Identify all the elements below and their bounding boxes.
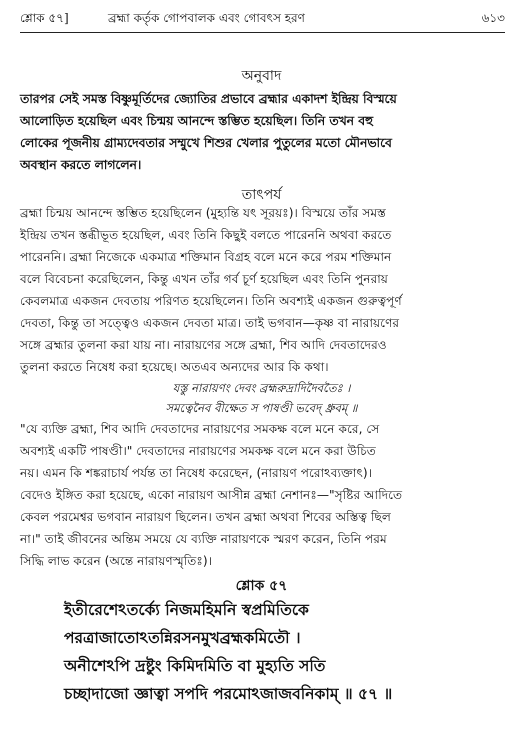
purport-line: বেদেও ইঙ্গিত করা হয়েছে, একো নারায়ণ আসীন্ন ব্রহ্মা নেশানঃ—"সৃষ্টির আদিতে bbox=[20, 488, 403, 502]
purport-paragraph-2 bbox=[20, 418, 505, 572]
purport-line: না।" তাই জীবনের অন্তিম সময়ে যে ব্যক্তি নারায়ণকে স্মরণ করেন, তিনি পরম bbox=[20, 532, 387, 546]
page-number: ৬১৩ bbox=[481, 11, 505, 25]
sanskrit-line: পরত্রাজাতোঽতন্নিরসনমুখব্রহ্মকমিতৌ । bbox=[64, 629, 301, 647]
sanskrit-line: ইতীরেশেঽতর্ক্যে নিজমহিমনি স্বপ্রমিতিকে bbox=[64, 601, 309, 619]
purport-line: "যে ব্যক্তি ব্রহ্মা, শিব আদি দেবতাদের নারায়ণের সমকক্ষ বলে মনে করে, সে bbox=[20, 422, 380, 436]
purport-paragraph-1 bbox=[20, 202, 505, 378]
translation-text bbox=[20, 88, 505, 176]
sanskrit-line: অনীশেঽপি দ্রষ্টুং কিমিদমিতি বা মুহ্যতি সতি bbox=[64, 657, 326, 675]
header-chapter-title: ব্রহ্মা কর্তৃক গোপবালক এবং গোবৎস হরণ bbox=[108, 11, 305, 25]
purport-heading: তাৎপর্য bbox=[241, 187, 282, 203]
translation-line: আলোড়িত হয়েছিল এবং চিন্ময় আনন্দে স্তম্ভিত হয়েছিল। তিনি তখন বহু bbox=[20, 114, 373, 128]
header-verse-ref: শ্লোক ৫৭] bbox=[20, 11, 69, 25]
verse-line: সমত্বেনৈব বীক্ষেত স পাষণ্ডী ভবেদ্ ধ্রুবম্ ॥ bbox=[165, 401, 358, 415]
purport-line: সিদ্ধি লাভ করেন (অন্তে নারায়ণস্মৃতিঃ)। bbox=[20, 554, 213, 568]
sanskrit-verse bbox=[64, 596, 503, 708]
purport-line: অবশ্যই একটি পাষণ্ডী।" দেবতাদের নারায়ণের সমকক্ষ বলে মনে করা উচিত bbox=[20, 444, 376, 458]
translation-line: তারপর সেই সমস্ত বিষ্ণুমূর্তিদের জ্যোতির প্রভাবে ব্রহ্মার একাদশ ইন্দ্রিয় বিস্ময়ে bbox=[20, 92, 397, 106]
translation-line: লোকের পূজনীয় গ্রাম্যদেবতার সম্মুখে শিশুর খেলার পুতুলের মতো মৌনভাবে bbox=[20, 136, 392, 150]
purport-line: সঙ্গে ব্রহ্মার তুলনা করা যায় না। নারায়ণের সঙ্গে ব্রহ্মা, শিব আদি দেবতাদেরও bbox=[20, 338, 387, 352]
translation-line: অবস্থান করতে লাগলেন। bbox=[20, 158, 142, 172]
purport-line: ইন্দ্রিয় তখন স্তব্ধীভূত হয়েছিল, এবং তিনি কিছুই বলতে পারেননি অথবা করতে bbox=[20, 228, 392, 242]
purport-line: দেবতা, কিন্তু তা সত্ত্বেও একজন দেবতা মাত্র। তাই ভগবান—কৃষ্ণ বা নারায়ণের bbox=[20, 316, 400, 330]
purport-line: পারেননি। ব্রহ্মা নিজেকে একমাত্র শক্তিমান বিগ্রহ বলে মনে করে পরম শক্তিমান bbox=[20, 250, 392, 264]
quoted-verse bbox=[0, 378, 523, 418]
sloka-heading: শ্লোক ৫৭ bbox=[235, 578, 288, 594]
running-header bbox=[20, 8, 505, 33]
verse-line: যস্তু নারায়ণং দেবং ব্রহ্মরুদ্রাদিদৈবতৈঃ । bbox=[172, 381, 351, 395]
translation-heading: অনুবাদ bbox=[241, 68, 282, 84]
purport-line: নয়। এমন কি শঙ্করাচার্য পর্যন্ত তা নিষেধ করেছেন, (নারায়ণ পরোঽব্যক্তাৎ)। bbox=[20, 466, 373, 480]
purport-line: বলে বিবেচনা করেছিলেন, কিন্তু এখন তাঁর গর্ব চূর্ণ হয়েছিল এবং তিনি পুনরায় bbox=[20, 272, 388, 286]
purport-line: ব্রহ্মা চিন্ময় আনন্দে স্তম্ভিত হয়েছিলেন (মুহ্যন্তি যৎ সূরয়ঃ)। বিস্ময়ে তাঁর সমস্ত bbox=[20, 206, 386, 220]
purport-line: কেবল পরমেশ্বর ভগবান নারায়ণ ছিলেন। তখন ব্রহ্মা অথবা শিবের অস্তিত্ব ছিল bbox=[20, 510, 391, 524]
sanskrit-line: চচ্ছাদাজো জ্ঞাত্বা সপদি পরমোঽজাজবনিকাম্ ॥ ৫৭ ॥ bbox=[64, 685, 393, 703]
purport-line: তুলনা করতে নিষেধ করা হয়েছে। অতএব অন্যদের আর কি কথা। bbox=[20, 360, 329, 374]
purport-line: কেবলমাত্র একজন দেবতায় পরিণত হয়েছিলেন। তিনি অবশ্যই একজন গুরুত্বপূর্ণ bbox=[20, 294, 402, 308]
